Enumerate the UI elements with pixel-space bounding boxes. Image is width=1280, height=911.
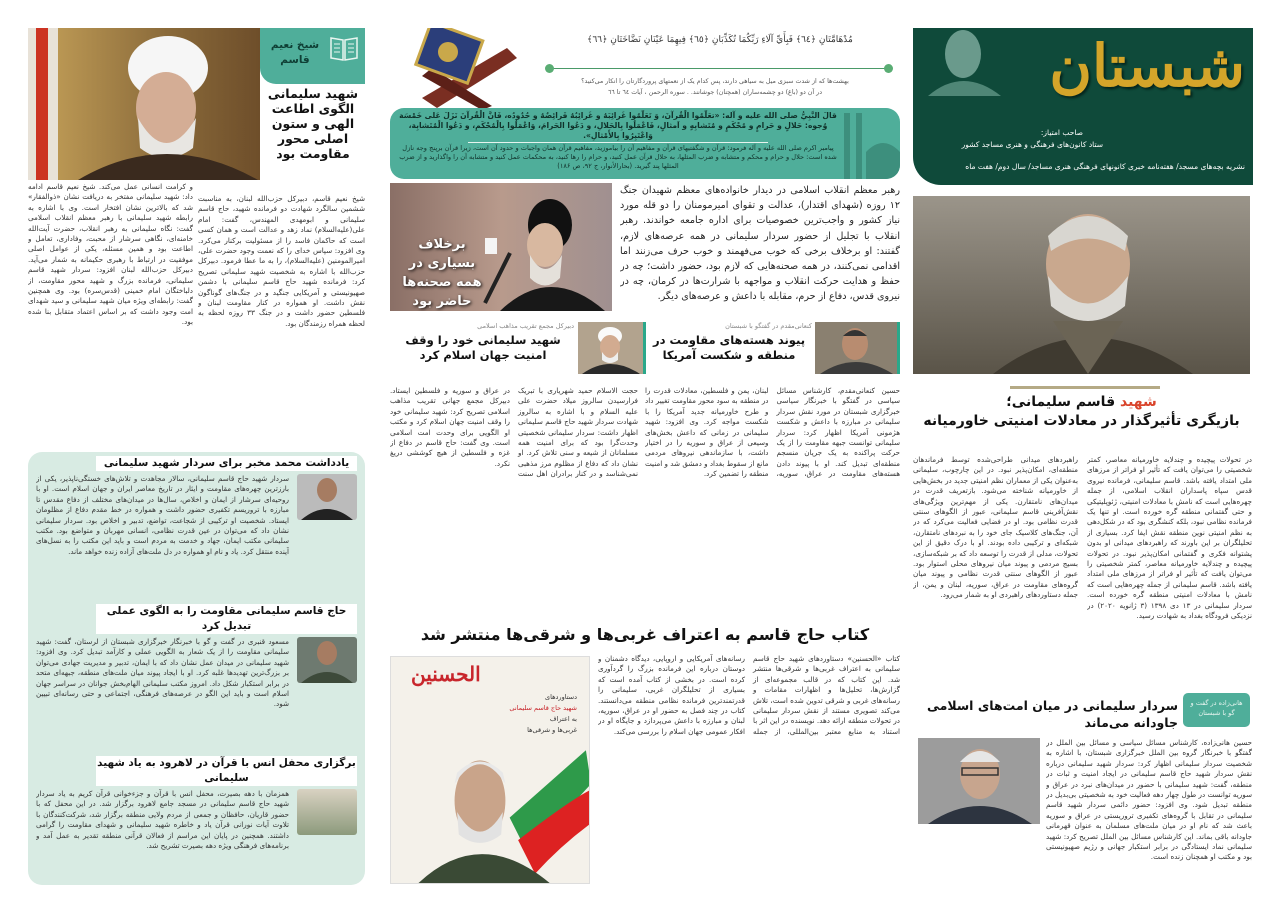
leader-photo-caption: برخلاف بسیاری در همه صحنه‌ها حاضر بود <box>402 237 482 309</box>
section-3-body: همزمان با دهه بصیرت، محفل انس با قرآن و جزءخوانی قرآن کریم به یاد سردار شهید حاج قاسم سلیمانی در مسجد جامع لاهرود برگزار شد. در این محفل که با حضور قاریان، حافظان و جمعی از مردم ولایی منطقه برگزار شد، شرکت‌کنندگان با تلاوت آیات نورانی قرآن یاد و خاطره شهید سلیمانی و شهدای مقاومت را گرامی داشتند. همچنین در پایان این مراسم از فعالان قرآنی منطقه تقدیر به عمل آمد و برنامه‌های فرهنگی ویژه دهه بصیرت تشریح شد. <box>36 789 289 851</box>
poster-line-1: دستاوردهای <box>545 693 577 701</box>
book-poster <box>390 656 590 884</box>
owner-label: صاحب امتیاز: <box>1040 128 1083 137</box>
ornament-line <box>552 68 887 69</box>
hadith-box <box>390 108 900 179</box>
masthead-logo: شبستان <box>1049 32 1245 100</box>
quran-gathering-photo <box>297 789 357 835</box>
interview-tag: هانی‌زاده در گفت و گو با شبستان <box>1183 693 1250 727</box>
poster-line-4: غربی‌ها و شرقی‌ها <box>527 726 577 734</box>
second-headline: سردار سلیمانی در میان امت‌های اسلامی جاودانه می‌ماند <box>927 698 1178 730</box>
main-article-col2: راهبردهای میدانی طراحی‌شده توسط فرماندهان منطقه‌ای، امکان‌پذیر نبود. در این چارچوب، سلیمانی به‌عنوان یکی از معماران نظم امنیتی جدید در بخش‌هایی از خاورمیانه شناخته می‌شود. بازتعریف قدرت در میدان‌های نامتقارن. یکی از مهم‌ترین ویژگی‌های نقش‌آفرینی قاسم سلیمانی، عبور از الگوهای سنتی قدرت نظامی بود. او در فضایی فعالیت می‌کرد که در آن، جنگ‌های کلاسیک جای خود را به نبردهای نامتقارن، شبکه‌ای و ترکیبی داده بودند. او با درک دقیق از این تحولات، مدلی از قدرت را توسعه داد که بر شبکه‌سازی، بسیج مردمی و پیوند میان نیروهای محلی استوار بود. عبور از الگوهای سنتی قدرت نظامی و پیوند میان گروه‌های مقاومت در عراق، سوریه، لبنان و یمن، از جمله دستاوردهای راهبردی او به شمار می‌رود. <box>913 455 1078 600</box>
owner-name: ستاد کانون‌های فرهنگی و هنری مساجد کشور <box>961 140 1103 149</box>
section-2-body: مسعود قنبری در گفت و گو با خبرنگار خبرگزاری شبستان از لرستان، گفت: شهید سلیمانی مقاومت را از یک شعار به الگویی عملی و کارآمد تبدیل کرد. وی افزود: شهید سلیمانی در میدان عمل نشان داد که با ایمان، تدبیر و مدیریت جهادی می‌توان بر بزرگ‌ترین تهدیدها غلبه کرد. او با ایجاد پیوند میان ملت‌های منطقه، جبهه‌ای متحد در برابر استکبار شکل داد. امروز مکتب سلیمانی الهام‌بخش جوانان در سراسر جهان اسلام است و باید این الگو در عرصه‌های فرهنگی، اجتماعی و حتی رسانه‌ای تبیین شود. <box>36 637 289 709</box>
headline-kicker: شهید <box>1119 394 1157 410</box>
quran-stand-icon <box>412 28 522 110</box>
section-3 <box>36 756 357 879</box>
gold-divider <box>1010 386 1160 389</box>
sub-left-body: حجت الاسلام حمید شهریاری با تبریک فرارسیدن سالروز میلاد حضرت علی علیه السلام و با اشاره به سالروز شهادت سردار شهید حاج قاسم سلیمانی اظهار داشت: سردار سلیمانی شخصیتی وحدت‌گرا بود که برای امنیت همه مسلمانان از شیعه و سنی تلاش کرد. او نشان داد که دفاع از مظلوم مرز مذهبی نمی‌شناسد و در کنار برادران اهل سنت در عراق و سوریه و فلسطین ایستاد. دبیرکل مجمع جهانی تقریب مذاهب اسلامی تصریح کرد: شهید سلیمانی خود را وقف امنیت جهان اسلام کرد و مکتب او الگویی برای وحدت امت اسلامی است. وی گفت: حاج قاسم در دفاع از غزه و فلسطین از هیچ کوششی دریغ نکرد. <box>390 386 638 479</box>
poster-line-3: به اعتراف <box>549 715 577 723</box>
poster-line-2: شهید حاج قاسم سلیمانی <box>509 704 577 712</box>
ornament-left-icon <box>545 64 554 73</box>
left-news-panel <box>28 452 365 885</box>
book-headline: کتاب حاج قاسم به اعتراف غربی‌ها و شرقی‌ها منتشر شد <box>420 625 870 644</box>
soleimani-photo <box>913 196 1250 374</box>
section-1-title: یادداشت محمد مخبر برای سردار شهید سلیمانی <box>96 456 357 471</box>
mosque-minaret-icon <box>838 108 900 179</box>
section-2-title: حاج قاسم سلیمانی مقاومت را به الگوی عملی تبدیل کرد <box>96 604 357 634</box>
sub-right-headline: پیوند هسته‌های مقاومت در منطقه و شکست آمریکا <box>652 333 806 362</box>
mokhber-photo <box>297 474 357 520</box>
name-tag: شیخ نعیم قاسم <box>270 39 320 66</box>
ornament-right-icon <box>884 64 893 73</box>
verse-translation-1: بهشت‌ها که از شدت سبزی میل به سیاهی دارند، پس کدام یک از نعمتهای پروردگارتان را انکار می‌کنید؟ <box>581 78 849 85</box>
section-1-body: سردار شهید حاج قاسم سلیمانی، سالار مجاهدت و تلاش‌های خستگی‌ناپذیر، یکی از بارزترین چهره‌های مقاومت و ایثار در تاریخ معاصر ایران و جهان اسلام است. او با روحیه‌ای سرشار از ایمان و اخلاص، سال‌ها در میدان‌های مختلف از دفاع مقدس تا مبارزه با تروریسم تکفیری حضور داشت و همواره در خط مقدم دفاع از مظلومان ایستاد. شخصیت او ترکیبی از شجاعت، تواضع، تدبیر و اخلاص بود. سردار سلیمانی نشان داد که می‌توان در عین قدرت نظامی، انسانی مهربان و متواضع بود. مکتب سلیمانی مکتب ایمان، جهاد و خدمت به مردم است و باید این مکتب را به نسل‌های آینده منتقل کرد. یاد و نام او همواره در دل ملت‌های آزاده زنده خواهد ماند. <box>36 474 289 556</box>
sub-left-headline: شهید سلیمانی خود را وقف امنیت جهان اسلام کرد <box>405 333 561 362</box>
hadith-arabic: قالَ النَّبِيُّ صلی الله علیه و آله: «تعَلّمُوا الْقُرآنَ، وَ تَعَلّمُوا غَرائِبَهُ و غَرائِبُهُ فَرائِضُهُ و حُدُودُه، فَانَّ الْقُرآنَ نَزَلَ عَلی خَمْسَة وُجوه: حَلالٍ و حَرامٍ و مُحْكَمٍ و مُتَشابِهٍ و اَمثالٍ، فَاعْمَلُوا بِالحَلالِ، و دَعُوا الحَرامَ، وَاعْمَلُوا بِالْمُحْكَمِ، و دَعُوا الْمُتَشابِهَ، وَاعْتَبِرُوا بِالأَمْثالِ». <box>399 111 837 140</box>
left-top-col2: و کرامت انسانی عمل می‌کند. شیخ نعیم قاسم ادامه داد: شهید سلیمانی مفتخر به دریافت نشان «ذوالفقار» شد که بالاترین نشان افتخار است. وی با اشاره به رابطه شهید سلیمانی با رهبر معظم انقلاب اسلامی گفت: نگاه سلیمانی به رهبر انقلاب، حضرت آیت‌الله خامنه‌ای، نگاهی سرشار از محبت، وفاداری، تعامل و اطاعت بود و همین مسئله، یکی از عوامل اصلی موفقیت در ارتباط با رهبری حکیمانه به شمار می‌آید. دبیرکل حزب‌الله لبنان افزود: سردار شهید قاسم سلیمانی، فرمانده بزرگ و شهید محور مقاومت، از دلباختگان امام خمینی (قدس‌سره) بود. وی همچنین گفت: رابطه‌ای ویژه میان شهید سلیمانی و سید شهدای امت وجود داشت که بر اساس اعتماد متقابل بنا شده بود. <box>28 182 193 327</box>
kanani-photo <box>815 322 900 374</box>
main-headline: شهید قاسم سلیمانی؛ بازیگری تأثیرگذار در معادلات امنیتی خاورمیانه <box>923 394 1240 429</box>
poster-title: الحسنین <box>411 662 481 686</box>
naim-qassem-photo <box>28 28 260 180</box>
hadith-text <box>398 111 838 172</box>
open-book-icon <box>329 34 359 62</box>
section-1 <box>36 456 357 600</box>
second-article-body: حسین هانی‌زاده، کارشناس مسائل سیاسی و مسائل بین الملل در گفتگو با خبرنگار گروه بین الملل خبرگزاری شبستان، با اشاره به شخصیت سردار سلیمانی اظهار کرد: سردار شهید سلیمانی درباره نقش سردار شهید حاج قاسم سلیمانی در ایجاد امنیت و ثبات در منطقه، گفت: شهید سلیمانی با حضور در میدان‌های نبرد در عراق و سوریه توانست در طول چهار دهه فعالیت خود به شخصیتی بی‌بدیل در منطقه تبدیل شود. وی افزود: حضور دائمی سردار شهید قاسم سلیمانی در تقابل با گروه‌های تکفیری تروریستی در عراق و سوریه باعث شد که نام او در میان ملت‌های مسلمان به عنوان قهرمانی جاودانه باقی بماند. این کارشناس مسائل بین الملل تصریح کرد: شهید سلیمانی نماد ایستادگی در برابر استکبار جهانی و رژیم صهیونیستی بود و مکتب او همچنان زنده است. <box>1046 738 1252 862</box>
portrait-watermark-icon <box>923 28 1003 98</box>
sub-right-body: حسین کنعانی‌مقدم، کارشناس مسائل سیاسی در گفتگو با خبرنگار سیاسی خبرگزاری شبستان در مورد نقش سردار سلیمانی در مبارزه با داعش و شکست هژمونی آمریکا اظهار کرد: سردار سلیمانی توانست جبهه مقاومت را از یک حرکت پراکنده به یک جریان منسجم منطقه‌ای تبدیل کند. او با پیوند دادن هسته‌های مقاومت در عراق، سوریه، لبنان، یمن و فلسطین، معادلات قدرت را در منطقه به سود محور مقاومت تغییر داد و طرح خاورمیانه جدید آمریکا را با شکست مواجه کرد. وی افزود: شهید سلیمانی در زمانی که داعش بخش‌های وسیعی از عراق و سوریه را در اختیار داشت، با سازماندهی نیروهای مردمی مانع از سقوط بغداد و دمشق شد و امنیت منطقه را تضمین کرد. <box>645 386 900 479</box>
leader-photo <box>390 183 612 311</box>
sub-right-kicker: کنعانی‌مقدم در گفتگو با شبستان <box>725 322 812 330</box>
book-article-body: کتاب «الحسنین» دستاوردهای شهید حاج قاسم سلیمانی به اعتراف غربی‌ها و شرقی‌ها منتشر شد. این کتاب که در قالب مجموعه‌ای از گزارش‌ها، تحلیل‌ها و اظهارات مقامات و رسانه‌های غربی و شرقی تدوین شده است، تلاش می‌کند تصویری مستند از نقش سردار سلیمانی در تحولات منطقه ارائه دهد. نویسنده در این اثر با استناد به منابع معتبر بین‌المللی، از جمله رسانه‌های آمریکایی و اروپایی، دیدگاه دشمنان و دوستان درباره این فرمانده بزرگ را گردآوری کرده است. در بخشی از کتاب آمده است که بسیاری از تحلیلگران غربی، سلیمانی را قدرتمندترین فرمانده نظامی منطقه می‌دانستند. کتاب در چند فصل به حضور او در عراق، سوریه، لبنان و مبارزه با داعش می‌پردازد و جایگاه او در افکار عمومی جهان اسلام را بررسی می‌کند. <box>598 654 900 736</box>
name-tag-box <box>260 28 365 84</box>
quran-verse: مُدْهَامَّتَانِ ﴿٦٤﴾ فَبِأَيِّ آلَاءِ رَبِّكُمَا تُكَذِّبَانِ ﴿٦٥﴾ فِيهِمَا عَيْنَانِ نَضَّاخَتَانِ ﴿٦٦﴾ <box>587 35 853 45</box>
sub-left-kicker: دبیرکل مجمع تقریب مذاهب اسلامی <box>477 322 574 330</box>
main-article-col1: در تحولات پیچیده و چندلایه خاورمیانه معاصر، کمتر شخصیتی را می‌توان یافت که تأثیر او فراتر از مرزهای ملی امتداد یافته باشد. قاسم سلیمانی، فرمانده نیروی قدس سپاه پاسداران انقلاب اسلامی، از جمله چهره‌هایی است که نامش با معادلات امنیتی، ژئوپلیتیکی و حتی گفتمانی منطقه گره خورده است. او تنها یک فرمانده نظامی نبود، بلکه کنشگری بود که در شکل‌دهی به نظم امنیتی نوین منطقه نقش ایفا کرد. بسیاری از تحلیلگران بر این باورند که راهبردهای میدانی او بدون پشتوانه فکری و گفتمانی امکان‌پذیر نبود. در تحولات پیچیده و چندلایه خاورمیانه معاصر، کمتر شخصیتی را می‌توان یافت که تأثیر او فراتر از مرزهای ملی امتداد یافته باشد. قاسم سلیمانی از جمله چهره‌هایی است که نامش با معادلات امنیتی منطقه گره خورده است. سردار سلیمانی در ۱۳ دی ۱۳۹۸ (۳ ژانویه ۲۰۲۰) در نزدیکی فرودگاه بغداد به شهادت رسید. <box>1087 455 1252 621</box>
hanizadeh-photo <box>918 738 1040 824</box>
masthead <box>913 28 1253 185</box>
section-3-title: برگزاری محفل انس با قرآن در لاهرود به یاد شهید سلیمانی <box>97 757 356 784</box>
masthead-tagline: نشریه بچه‌های مسجد/ هفته‌نامه خبری کانونهای فرهنگی هنری مساجد/ سال دوم/ هفت ماه <box>965 162 1245 171</box>
headline-main: بازیگری تأثیرگذار در معادلات امنیتی خاورمیانه <box>923 413 1240 429</box>
left-top-headline: شهید سلیمانی الگوی اطاعت الهی و ستون اصلی محور مقاومت بود <box>267 86 359 161</box>
section-2 <box>36 604 357 752</box>
shahriari-photo <box>578 322 646 374</box>
left-top-col1: شیخ نعیم قاسم، دبیرکل حزب‌الله لبنان، به مناسبت ششمین سالگرد شهادت دو فرمانده شهید، حاج قاسم سلیمانی و ابومهدی المهندس، گفت: امام علی(علیه‌السلام) نماد زهد و عدالت است و همان کسی است که حاکمان فاسد را از مسئولیت برکنار می‌کرد. وی افزود: سپاس خدای را که نعمت وجود حضرت علی، امیرالمومنین (علیه‌السلام)، را به ما عطا فرمود. دبیرکل حزب‌الله با اشاره به شخصیت شهید سلیمانی تصریح کرد: فرمانده شهید حاج قاسم سلیمانی با دشمن صهیونیستی و آمریکایی جنگید و در جنگ‌های گوناگون نقش داشت. او همواره در کنار مقاومت لبنان و فلسطین حضور داشت و در جنگ ۳۳ روزه لحظه به لحظه همراه رزمندگان بود. <box>198 194 365 328</box>
hadith-divider <box>468 142 768 143</box>
verse-translation-2: در آن دو (باغ) دو چشمه‌ساران (همچنان) جوشانند. . سوره الرحمن ، آیات ٦٤ تا ٦٦ <box>607 89 823 96</box>
leader-article-lead: رهبر معظم انقلاب اسلامی در دیدار خانواده‌های معظم شهیدان جنگ ۱۲ روزه (شهدای اقتدار)، عدالت و تقوای امیرمومنان را دو قله مورد نیاز کشور و واجب‌ترین خصوصیات برای اداره جامعه خواندند. رهبر انقلاب با تجلیل از حضور سردار سلیمانی در همه عرصه‌های لازم، گفتند: او برخلاف برخی که خوب می‌فهمند و خوب حرف می‌زنند اما اقدامی نمی‌کنند، در همه صحنه‌هایی که لازم بود، حضور داشت؛ چه در حفظ و هدایت حرکت انقلاب و مواجهه با شرارت‌ها در کرمان، چه در نیروی قدس، دفاع از حرم، مقابله با داعش و عرصه‌های دیگر. <box>620 185 900 303</box>
ghanbari-photo <box>297 637 357 683</box>
hadith-persian: پیامبر اکرم صلی الله علیه و آله فرمود: قرآن و شگفتیهای قرآن و مفاهیم آن را بیاموزید، مفاهیم قرآن همان واجبات و حدود آن است، زیرا قرآن برپنج وجه نازل شده است: حلال و حرام و محکم و متشابه و ضرب المثلها، به حلال قرآن عمل کنید، و حرام را رها کنید، به محکمات عمل کنید و متشابه آن را واگذارید و از ضرب المثلها پند گیرید. (بحارالأنوار، ج ۹۲، ص ۱۸۶) <box>399 144 837 171</box>
